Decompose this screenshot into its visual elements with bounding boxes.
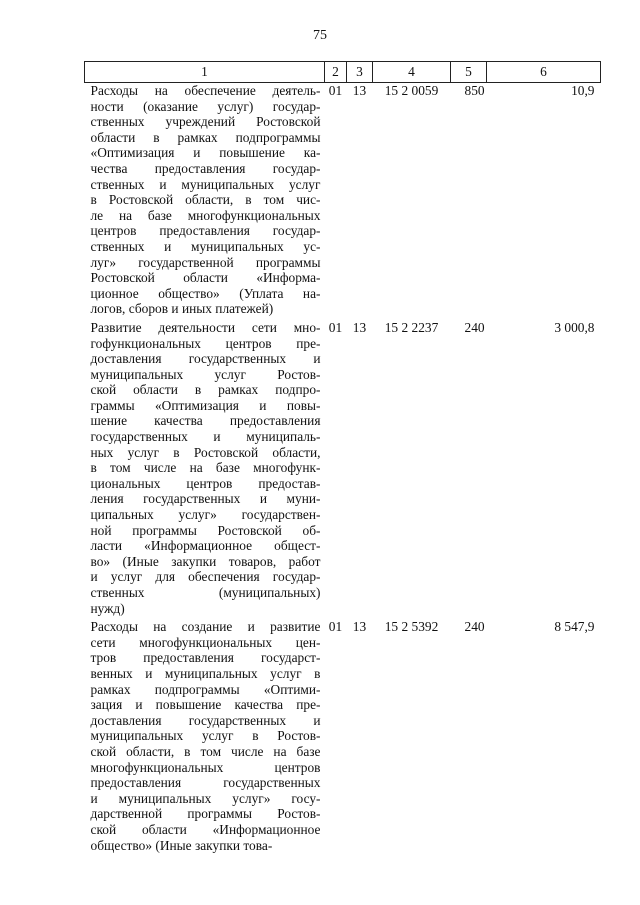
page-number: 75: [313, 28, 327, 43]
description-line: Расходы на создание и развитие: [90, 619, 321, 635]
table-row: [85, 619, 601, 856]
table-header: [85, 62, 601, 83]
description-line: ной программы Ростовской об-: [90, 522, 321, 538]
section-code: 01: [328, 619, 343, 635]
description-line: ле на базе многофункциональных: [90, 207, 321, 223]
subsection-code: 13: [352, 83, 367, 98]
section-code: 01: [328, 319, 343, 335]
description-line: государственных и муниципаль-: [90, 429, 321, 445]
amount: 3 000,8: [554, 319, 595, 335]
column-header-5: 5: [451, 62, 487, 83]
description-line: ности (оказание услуг) государ-: [90, 98, 321, 114]
description-line: ления государственных и муни-: [90, 491, 321, 507]
expense-type-code: 240: [464, 619, 485, 635]
description-line: и услуг для обеспечения государ-: [90, 569, 321, 585]
description-line: центров предоставления государ-: [90, 223, 321, 239]
description-line: и муниципальных услуг» госу-: [90, 790, 321, 806]
column-header-3: 3: [347, 62, 373, 83]
target-article-code: 15 2 5392: [384, 619, 439, 635]
description-line: зация и повышение качества пре-: [90, 697, 321, 713]
description-line: предоставления государственных: [90, 775, 321, 791]
table-body: [85, 83, 601, 857]
description-line: ской области, в том числе на базе: [90, 743, 321, 759]
subsection-code: 13: [352, 319, 367, 335]
table-row: [85, 83, 601, 320]
description-line: ласти «Информационное общест-: [90, 538, 321, 554]
description-line: многофункциональных центров: [90, 759, 321, 775]
table-row: [85, 320, 601, 619]
description-line: ственных и муниципальных услуг: [90, 176, 321, 192]
expense-type-code: 240: [464, 319, 485, 335]
description-line: ционное общество» (Уплата на-: [90, 285, 321, 301]
description-line: циональных центров предостав-: [90, 475, 321, 491]
description-line: муниципальных услуг Ростов-: [90, 366, 321, 382]
description-line: в том числе на базе многофунк-: [90, 460, 321, 476]
description-line: логов, сборов и иных платежей): [90, 301, 274, 317]
column-header-4: 4: [373, 62, 451, 83]
expense-description: [85, 83, 325, 320]
description-line: в Ростовской области, в том чис-: [90, 192, 321, 208]
description-line: доставления государственных и: [90, 351, 321, 367]
description-line: во» (Иные закупки товаров, работ: [90, 553, 321, 569]
amount: 8 547,9: [554, 619, 595, 635]
description-line: дарственной программы Ростов-: [90, 806, 321, 822]
description-line: «Оптимизация и повышение ка-: [90, 145, 321, 161]
subsection-code: 13: [352, 619, 367, 635]
description-line: общество» (Иные закупки това-: [90, 837, 273, 853]
description-line: Ростовской области «Информа-: [90, 270, 321, 286]
description-line: ской области в рамках подпро-: [90, 382, 321, 398]
description-line: доставления государственных и: [90, 712, 321, 728]
description-line: луг» государственной программы: [90, 254, 321, 270]
target-article-code: 15 2 0059: [384, 83, 439, 98]
amount: 10,9: [571, 83, 595, 98]
section-code: 01: [328, 83, 343, 98]
column-header-6: 6: [487, 62, 601, 83]
description-line: шение качества предоставления: [90, 413, 321, 429]
description-line: нужд): [90, 600, 125, 616]
description-line: сети многофункциональных цен-: [90, 634, 321, 650]
description-line: гофункциональных центров пре-: [90, 335, 321, 351]
column-header-2: 2: [325, 62, 347, 83]
description-line: венных и муниципальных услуг в: [90, 665, 321, 681]
description-line: рамках подпрограммы «Оптими-: [90, 681, 321, 697]
description-line: Расходы на обеспечение деятель-: [90, 83, 321, 98]
description-line: ципальных услуг» государствен-: [90, 507, 321, 523]
description-line: тров предоставления государст-: [90, 650, 321, 666]
description-line: ственных и муниципальных ус-: [90, 238, 321, 254]
expense-description: [85, 320, 325, 619]
budget-table: [84, 61, 601, 856]
description-line: области в рамках подпрограммы: [90, 129, 321, 145]
expense-type-code: 850: [464, 83, 485, 98]
description-line: муниципальных услуг в Ростов-: [90, 728, 321, 744]
target-article-code: 15 2 2237: [384, 319, 439, 335]
description-line: Развитие деятельности сети мно-: [90, 319, 321, 335]
description-line: ственных (муниципальных): [90, 585, 321, 600]
description-line: чества предоставления государ-: [90, 160, 321, 176]
description-line: ственных учреждений Ростовской: [90, 114, 321, 130]
expense-description: [85, 619, 325, 856]
description-line: ской области «Информационное: [90, 821, 321, 837]
description-line: ных услуг в Ростовской области,: [90, 444, 321, 460]
description-line: граммы «Оптимизация и повы-: [90, 397, 321, 413]
column-header-1: 1: [85, 62, 325, 83]
